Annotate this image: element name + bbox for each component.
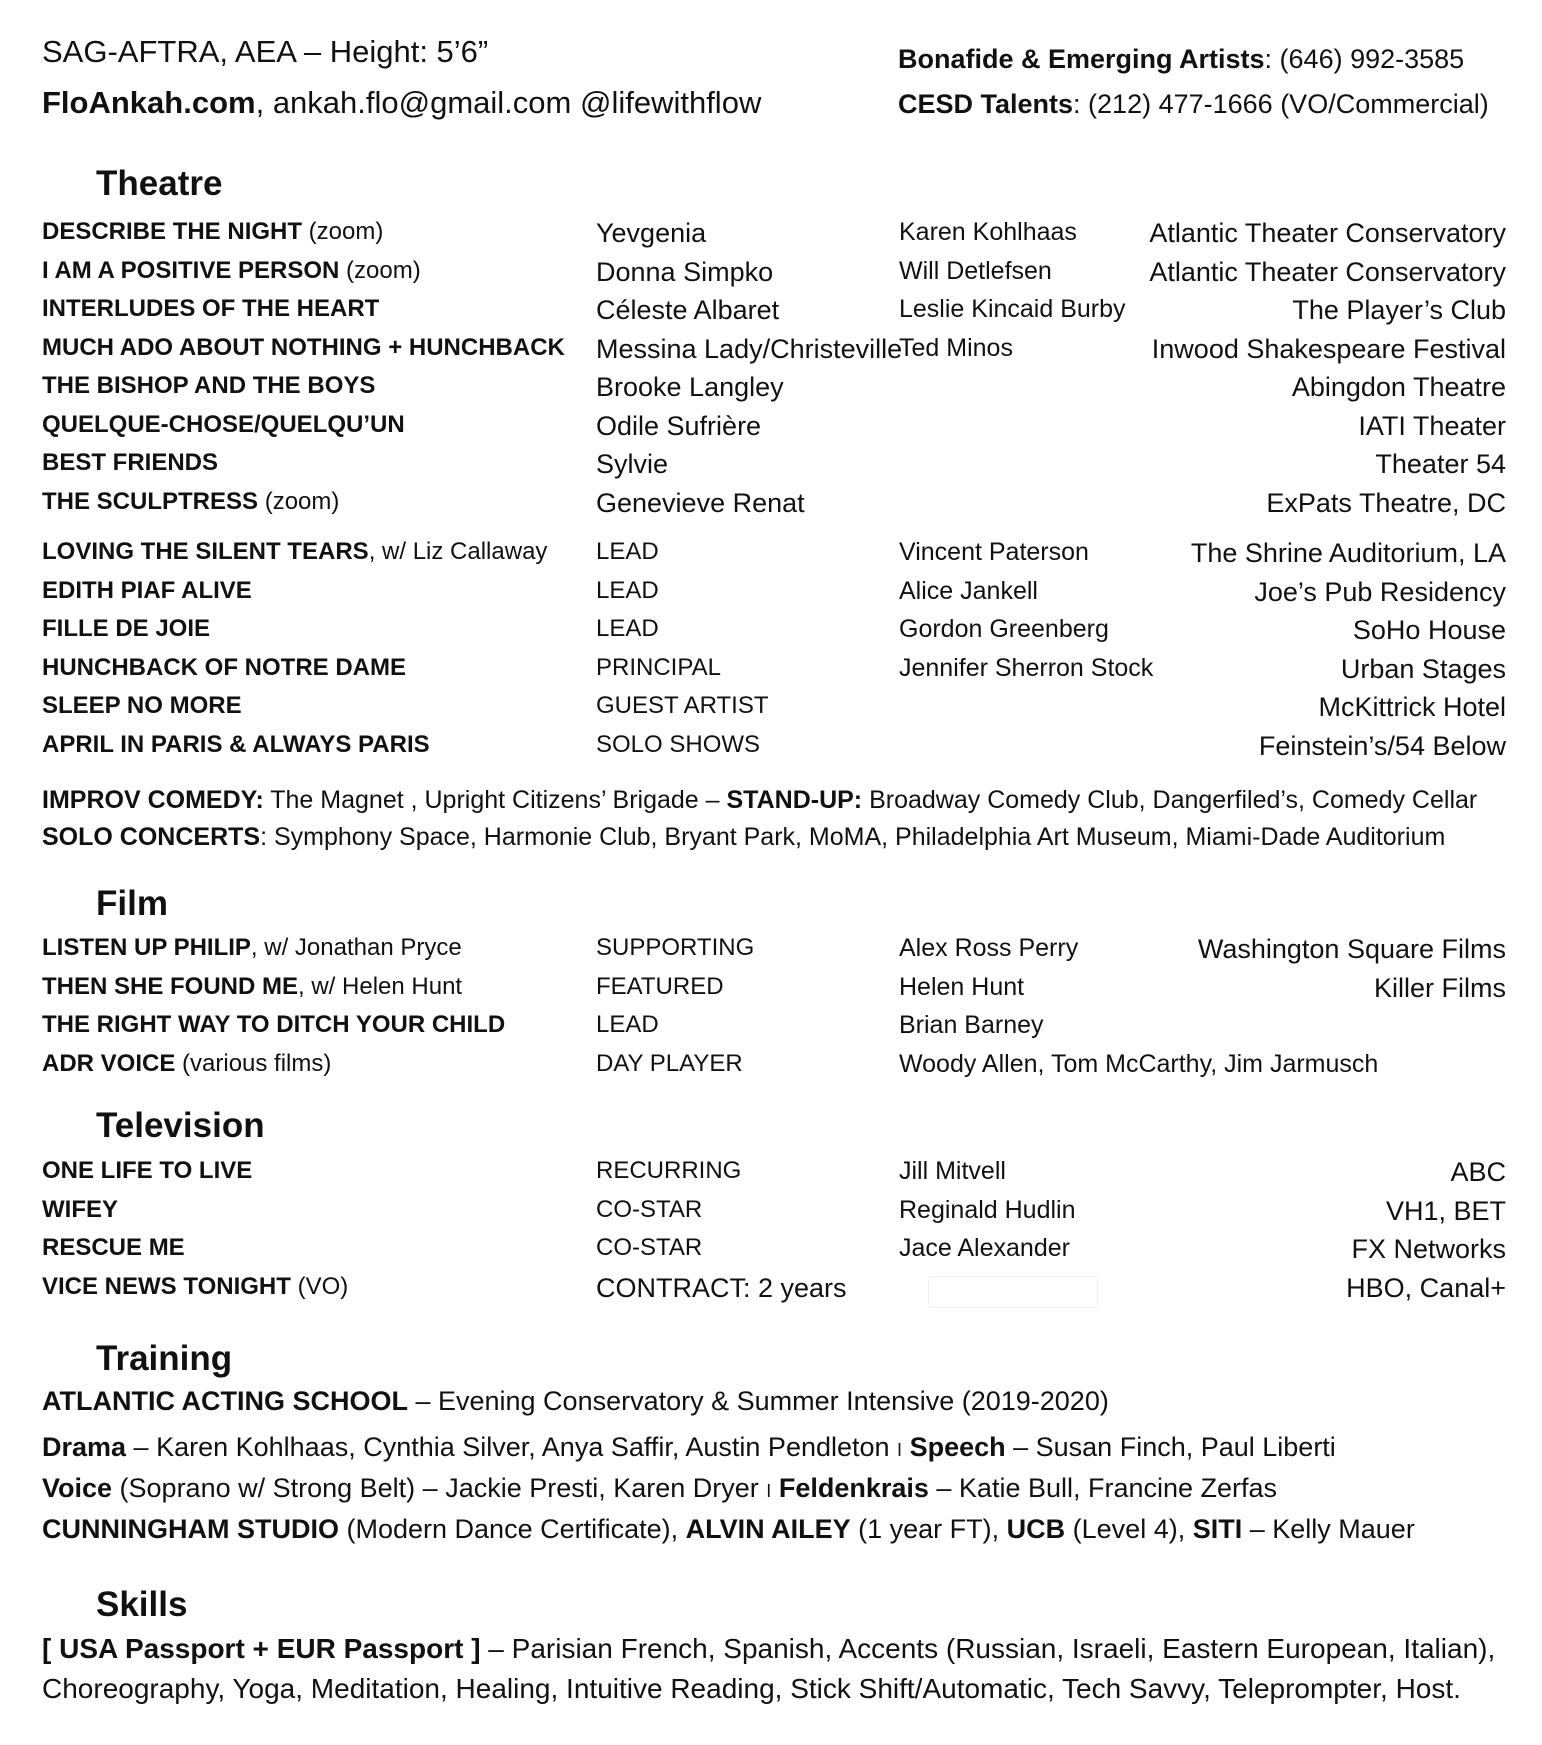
credit-director: Alice Jankell bbox=[899, 576, 1038, 605]
school-text: – Evening Conservatory & Summer Intensive (2019-2020) bbox=[407, 1386, 1109, 1416]
concerts-label: SOLO CONCERTS bbox=[42, 823, 261, 851]
credit-title-text: I AM A POSITIVE PERSON bbox=[42, 256, 340, 284]
credit-role: Yevgenia bbox=[596, 218, 707, 248]
training-heading: Training bbox=[96, 1339, 233, 1378]
credit-title bbox=[42, 372, 375, 400]
credit-title bbox=[42, 1011, 505, 1039]
credit-director: Leslie Kincaid Burby bbox=[899, 295, 1126, 323]
credit-venue: FX Networks bbox=[1351, 1234, 1506, 1264]
credit-title-text: DESCRIBE THE NIGHT bbox=[42, 218, 303, 245]
credit-venue: Washington Square Films bbox=[1197, 934, 1506, 964]
credit-role: LEAD bbox=[596, 538, 659, 565]
feldenkrais-label: Feldenkrais bbox=[778, 1473, 929, 1503]
credit-note: (various films) bbox=[175, 1049, 332, 1077]
credit-title-text: WIFEY bbox=[42, 1195, 118, 1223]
credit-title-text: QUELQUE-CHOSE/QUELQU’UN bbox=[42, 410, 405, 438]
credit-role: CONTRACT: 2 years bbox=[596, 1272, 847, 1303]
credit-row bbox=[0, 295, 1542, 331]
credit-title bbox=[42, 692, 242, 720]
contact-line bbox=[42, 85, 761, 121]
credit-title-text: RESCUE ME bbox=[42, 1234, 185, 1261]
credit-row bbox=[0, 577, 1542, 613]
credit-note: , w/ Jonathan Pryce bbox=[250, 934, 462, 961]
television-heading: Television bbox=[96, 1106, 265, 1145]
credit-role: Genevieve Renat bbox=[596, 487, 805, 518]
credit-row bbox=[0, 488, 1542, 524]
credit-director: Vincent Paterson bbox=[899, 538, 1089, 566]
separator: I bbox=[897, 1440, 903, 1460]
credit-role: FEATURED bbox=[596, 972, 724, 1000]
credit-row bbox=[0, 372, 1542, 408]
skills-line-2: Choreography, Yoga, Meditation, Healing, Intuitive Reading, Stick Shift/Automatic, Tech Savvy, Teleprompter, Host. bbox=[42, 1673, 1461, 1704]
credit-role: LEAD bbox=[596, 576, 659, 604]
credit-row bbox=[0, 973, 1542, 1009]
credit-title bbox=[42, 411, 405, 439]
credit-title bbox=[42, 1157, 252, 1185]
credit-venue: The Player’s Club bbox=[1292, 295, 1506, 325]
credit-row bbox=[0, 1011, 1542, 1047]
credit-venue: Atlantic Theater Conservatory bbox=[1149, 256, 1506, 287]
training-dance-line bbox=[42, 1514, 1415, 1545]
credit-venue: Atlantic Theater Conservatory bbox=[1149, 218, 1506, 248]
skills-heading: Skills bbox=[96, 1585, 188, 1624]
credit-title-text: LISTEN UP PHILIP bbox=[42, 934, 251, 961]
agent1-phone: : (646) 992-3585 bbox=[1264, 44, 1465, 74]
credit-role: GUEST ARTIST bbox=[596, 692, 769, 719]
credit-row bbox=[0, 334, 1542, 370]
voice-label: Voice bbox=[42, 1473, 113, 1503]
credit-row bbox=[0, 692, 1542, 728]
standup-text: Broadway Comedy Club, Dangerfiled’s, Comedy Cellar bbox=[862, 786, 1478, 814]
blank-box bbox=[928, 1276, 1098, 1308]
credit-title bbox=[42, 934, 462, 962]
credit-venue: The Shrine Auditorium, LA bbox=[1190, 538, 1506, 568]
drama-label: Drama bbox=[42, 1432, 127, 1462]
credit-row bbox=[0, 218, 1542, 254]
credit-director: Brian Barney bbox=[899, 1011, 1044, 1039]
credit-role: Messina Lady/Christeville bbox=[596, 333, 903, 364]
credit-director: Helen Hunt bbox=[899, 972, 1025, 1001]
credit-title bbox=[42, 1273, 348, 1301]
credit-title bbox=[42, 973, 462, 1001]
agent1-name: Bonafide & Emerging Artists bbox=[898, 44, 1265, 74]
credit-role: SUPPORTING bbox=[596, 934, 755, 961]
credit-title bbox=[42, 654, 406, 682]
ucb-text: (Level 4), bbox=[1065, 1514, 1193, 1544]
credit-venue: Killer Films bbox=[1374, 972, 1506, 1003]
credit-title-text: EDITH PIAF ALIVE bbox=[42, 576, 252, 604]
ucb-label: UCB bbox=[1006, 1514, 1066, 1544]
agent-line-1 bbox=[898, 44, 1464, 75]
email-social[interactable]: , ankah.flo@gmail.com @lifewithflow bbox=[255, 85, 762, 120]
credit-row bbox=[0, 1050, 1542, 1086]
credit-director: Jill Mitvell bbox=[899, 1157, 1006, 1185]
credit-row bbox=[0, 934, 1542, 970]
credit-title bbox=[42, 488, 339, 516]
skills-line-1 bbox=[42, 1633, 1495, 1665]
concerts-text: : Symphony Space, Harmonie Club, Bryant Park, MoMA, Philadelphia Art Museum, Miami-Dade Auditorium bbox=[260, 823, 1446, 851]
credit-role: CO-STAR bbox=[596, 1195, 703, 1223]
film-heading: Film bbox=[96, 884, 168, 923]
credit-role: RECURRING bbox=[596, 1157, 742, 1184]
credit-title-text: BEST FRIENDS bbox=[42, 449, 219, 476]
credit-title-text: LOVING THE SILENT TEARS bbox=[42, 538, 369, 565]
credit-title-text: VICE NEWS TONIGHT bbox=[42, 1272, 291, 1300]
speech-text: – Susan Finch, Paul Liberti bbox=[1005, 1432, 1336, 1462]
credit-note: (zoom) bbox=[302, 218, 384, 245]
credit-row bbox=[0, 1196, 1542, 1232]
credit-director: Will Detlefsen bbox=[899, 256, 1052, 285]
credit-role: Odile Sufrière bbox=[596, 410, 762, 441]
school-name: ATLANTIC ACTING SCHOOL bbox=[42, 1386, 408, 1416]
credit-title-text: THEN SHE FOUND ME bbox=[42, 972, 299, 1000]
credit-title-text: MUCH ADO ABOUT NOTHING + HUNCHBACK bbox=[42, 333, 565, 361]
credit-director: Karen Kohlhaas bbox=[899, 218, 1077, 246]
credit-venue: McKittrick Hotel bbox=[1318, 692, 1506, 722]
credit-note: (zoom) bbox=[339, 256, 421, 284]
credit-row bbox=[0, 538, 1542, 574]
voice-text: (Soprano w/ Strong Belt) – Jackie Presti, Karen Dryer bbox=[112, 1473, 767, 1503]
credit-title bbox=[42, 449, 218, 477]
training-voice-line bbox=[42, 1473, 1277, 1504]
credit-title-text: HUNCHBACK OF NOTRE DAME bbox=[42, 653, 406, 681]
credit-venue: Inwood Shakespeare Festival bbox=[1151, 333, 1506, 364]
credit-role: PRINCIPAL bbox=[596, 653, 721, 681]
credit-venue: Joe’s Pub Residency bbox=[1254, 576, 1506, 607]
passport-label: [ USA Passport + EUR Passport ] bbox=[42, 1633, 481, 1664]
website-link[interactable]: FloAnkah.com bbox=[42, 85, 256, 120]
credit-venue: Urban Stages bbox=[1340, 653, 1506, 684]
credit-row bbox=[0, 654, 1542, 690]
credit-title bbox=[42, 1050, 331, 1078]
union-height bbox=[42, 34, 488, 70]
credit-title bbox=[42, 334, 565, 362]
credit-director: Jennifer Sherron Stock bbox=[899, 653, 1154, 682]
agent2-phone: : (212) 477-1666 (VO/Commercial) bbox=[1073, 89, 1489, 119]
credit-title-text: ADR VOICE bbox=[42, 1049, 176, 1077]
credit-venue: Theater 54 bbox=[1375, 449, 1506, 479]
credit-title bbox=[42, 257, 421, 285]
credit-venue: SoHo House bbox=[1352, 615, 1506, 645]
credit-venue: Abingdon Theatre bbox=[1291, 372, 1506, 402]
credit-director: Woody Allen, Tom McCarthy, Jim Jarmusch bbox=[899, 1049, 1379, 1078]
credit-venue: Feinstein’s/54 Below bbox=[1258, 730, 1506, 761]
credit-row bbox=[0, 449, 1542, 485]
credit-title-text: APRIL IN PARIS & ALWAYS PARIS bbox=[42, 730, 430, 758]
improv-label: IMPROV COMEDY: bbox=[42, 786, 264, 814]
siti-label: SITI bbox=[1192, 1514, 1243, 1544]
credit-director: Alex Ross Perry bbox=[899, 934, 1079, 962]
speech-label: Speech bbox=[909, 1432, 1006, 1462]
cunningham-text: (Modern Dance Certificate), bbox=[339, 1514, 686, 1544]
credit-row bbox=[0, 1234, 1542, 1270]
feldenkrais-text: – Katie Bull, Francine Zerfas bbox=[928, 1473, 1278, 1503]
ailey-text: (1 year FT), bbox=[850, 1514, 1007, 1544]
improv-text: The Magnet , Upright Citizens’ Brigade – bbox=[263, 786, 727, 814]
credit-title bbox=[42, 731, 430, 759]
credit-venue: VH1, BET bbox=[1385, 1195, 1506, 1226]
credit-note: , w/ Helen Hunt bbox=[298, 972, 463, 1000]
credit-role: DAY PLAYER bbox=[596, 1049, 743, 1077]
standup-label: STAND-UP: bbox=[726, 786, 863, 814]
siti-text: – Kelly Mauer bbox=[1242, 1514, 1415, 1544]
union-height-text: SAG-AFTRA, AEA – Height: 5’6” bbox=[42, 34, 489, 69]
agent-line-2 bbox=[898, 89, 1489, 120]
agent2-name: CESD Talents bbox=[898, 89, 1074, 119]
credit-title-text: THE SCULPTRESS bbox=[42, 487, 259, 515]
separator: I bbox=[766, 1481, 772, 1501]
credit-title bbox=[42, 1234, 185, 1262]
credit-role: Donna Simpko bbox=[596, 256, 774, 287]
skills-text-1: – Parisian French, Spanish, Accents (Russian, Israeli, Eastern European, Italian), bbox=[480, 1633, 1496, 1664]
credit-venue: HBO, Canal+ bbox=[1346, 1272, 1506, 1303]
cunningham-label: CUNNINGHAM STUDIO bbox=[42, 1514, 339, 1544]
credit-role: Brooke Langley bbox=[596, 372, 784, 402]
credit-title bbox=[42, 577, 252, 605]
credit-venue: IATI Theater bbox=[1358, 410, 1506, 441]
training-drama-line bbox=[42, 1432, 1336, 1463]
credit-note: (VO) bbox=[290, 1272, 349, 1300]
credit-title bbox=[42, 218, 383, 246]
credit-role: LEAD bbox=[596, 615, 659, 642]
credit-director: Gordon Greenberg bbox=[899, 615, 1109, 643]
credit-row bbox=[0, 1273, 1542, 1309]
credit-role: SOLO SHOWS bbox=[596, 730, 761, 758]
drama-text: – Karen Kohlhaas, Cynthia Silver, Anya Saffir, Austin Pendleton bbox=[126, 1432, 898, 1462]
credit-role: Sylvie bbox=[596, 449, 669, 479]
credit-row bbox=[0, 1157, 1542, 1193]
credit-title-text: ONE LIFE TO LIVE bbox=[42, 1157, 253, 1184]
credit-title-text: FILLE DE JOIE bbox=[42, 615, 211, 642]
credit-role: Céleste Albaret bbox=[596, 295, 780, 325]
credit-title bbox=[42, 615, 210, 643]
credit-row bbox=[0, 615, 1542, 651]
credit-note: , w/ Liz Callaway bbox=[368, 538, 548, 565]
improv-line bbox=[42, 786, 1477, 815]
credit-director: Ted Minos bbox=[899, 333, 1013, 362]
credit-title bbox=[42, 1196, 118, 1224]
credit-venue: ABC bbox=[1450, 1157, 1506, 1187]
credit-role: CO-STAR bbox=[596, 1234, 703, 1261]
credit-role: LEAD bbox=[596, 1011, 659, 1038]
credit-title-text: INTERLUDES OF THE HEART bbox=[42, 295, 380, 322]
credit-row bbox=[0, 257, 1542, 293]
credit-title-text: SLEEP NO MORE bbox=[42, 692, 242, 719]
credit-director: Jace Alexander bbox=[899, 1234, 1070, 1262]
credit-venue: ExPats Theatre, DC bbox=[1266, 487, 1506, 518]
concerts-line bbox=[42, 823, 1445, 852]
credit-row bbox=[0, 411, 1542, 447]
credit-note: (zoom) bbox=[258, 487, 340, 515]
credit-title-text: THE RIGHT WAY TO DITCH YOUR CHILD bbox=[42, 1011, 506, 1038]
ailey-label: ALVIN AILEY bbox=[685, 1514, 851, 1544]
credit-title bbox=[42, 295, 379, 323]
credit-director: Reginald Hudlin bbox=[899, 1195, 1076, 1224]
theatre-heading: Theatre bbox=[96, 164, 223, 203]
training-school-line bbox=[42, 1386, 1109, 1417]
credit-title-text: THE BISHOP AND THE BOYS bbox=[42, 372, 376, 399]
credit-row bbox=[0, 731, 1542, 767]
credit-title bbox=[42, 538, 547, 566]
